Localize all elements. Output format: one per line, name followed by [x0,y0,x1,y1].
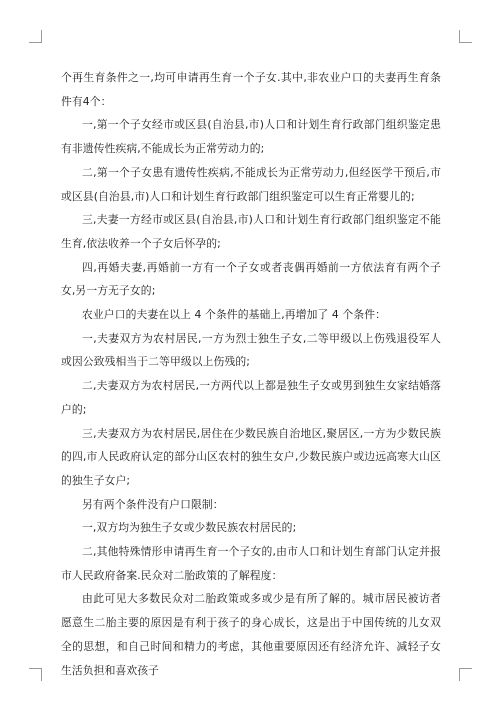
crop-mark-bottom-right [459,668,472,681]
paragraph: 四,再婚夫妻,再婚前一方有一个子女或者丧偶再婚前一方依法育有两个子女,另一方无子女的; [61,260,441,298]
paragraph: 农业户口的夫妻在以上 4 个条件的基础上,再增加了 4 个条件： [82,308,387,322]
paragraph: 一,第一个子女经市或区县(自治县,市)人口和计划生育行政部门组织鉴定患有非遗传性疾病,不能成长为正常劳动力的; [61,118,441,156]
paragraph: 三,夫妻双方为农村居民,居住在少数民族自治地区,聚居区,一方为少数民族的四,市人民政府认定的部分山区农村的独生女户,少数民族户或边远高寒大山区的独生子女户; [61,426,441,487]
paragraph: 二,夫妻双方为农村居民,一方两代以上都是独生子女或男到独生女家结婚落户的; [61,379,441,416]
paragraph: 二,其他特殊情形申请再生育一个子女的,由市人口和计划生育部门认定并报市人民政府备案.民众对二胎政策的了解程度： [61,545,441,582]
crop-mark-top-right [459,30,472,43]
paragraph: 一,双方均为独生子女或少数民族农村居民的; [82,521,297,535]
paragraph: 三,夫妻一方经市或区县(自治县,市)人口和计划生育行政部门组织鉴定不能生育,依法收养一个子女后怀孕的; [61,213,441,250]
paragraph: 由此可见大多数民众对二胎政策或多或少是有所了解的。城市居民被访者愿意生二胎主要的原因是有利于孩子的身心成长，这是出于中国传统的儿女双全的思想，和自己时间和精力的考虑，其他重要原因还有经济允许、减轻子女生活负担和喜欢孩子 [61,592,441,677]
document-body [61,66,441,682]
paragraph: 另有两个条件没有户口限制： [82,497,224,511]
paragraph: 个再生育条件之一,均可申请再生育一个子女.其中,非农业户口的夫妻再生育条件有4个： [61,71,441,108]
paragraph: 二,第一个子女患有遗传性疾病,不能成长为正常劳动力,但经医学干预后,市或区县(自治县,市)人口和计划生育行政部门组织鉴定可以生育正常婴儿的; [61,165,441,203]
paragraph: 一,夫妻双方为农村居民,一方为烈士独生子女,二等甲级以上伤残退役军人或因公致残相当于二等甲级以上伤残的; [61,331,441,369]
crop-mark-top-left [29,30,42,43]
crop-mark-bottom-left [29,668,42,681]
